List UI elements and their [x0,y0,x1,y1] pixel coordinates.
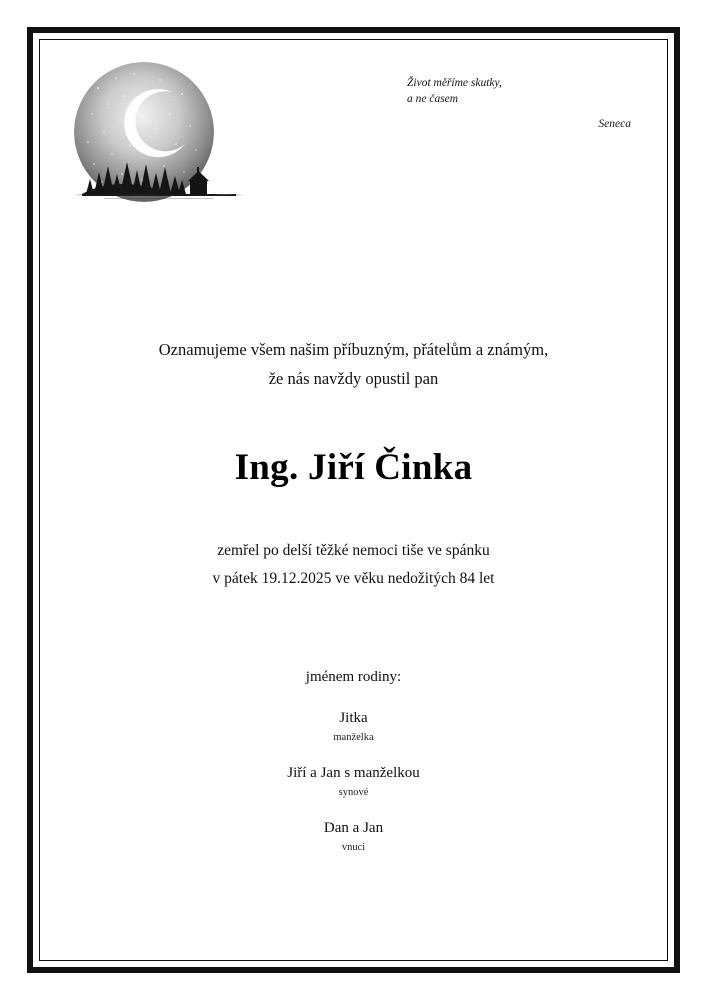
quote-line-2: a ne časem [407,92,459,105]
family-names: Jitka [339,709,368,726]
family-block [48,669,659,853]
notice-content [48,48,659,952]
announcement-line-2: že nás navždy opustil pan [268,368,439,388]
family-group [48,708,659,743]
circumstance-line-2: v pátek 19.12.2025 ve věku nedožitých 84 let [212,569,495,587]
circumstance-text [48,537,659,593]
family-intro: jménem rodiny: [305,668,402,685]
quote-line-1: Život měříme skutky, [407,77,502,89]
family-relation: manželka [333,731,374,743]
family-names: Jiří a Jan s manželkou [287,764,420,781]
family-group [48,763,659,798]
family-relation: synové [338,786,369,798]
night-moon-forest-illustration-icon [64,54,254,229]
quote-author: Seneca [598,118,631,131]
family-names: Dan a Jan [323,819,384,836]
announcement-line-1: Oznamujeme všem našim příbuzným, přátelům a známým, [158,340,549,359]
family-group [48,818,659,853]
family-relation: vnuci [341,841,366,853]
deceased-name: Ing. Jiří Činka [234,446,473,488]
circumstance-line-1: zemřel po delší těžké nemoci tiše ve spánku [217,541,490,559]
quote-block [407,76,637,133]
announcement-text [48,336,659,394]
header-area [48,48,659,238]
